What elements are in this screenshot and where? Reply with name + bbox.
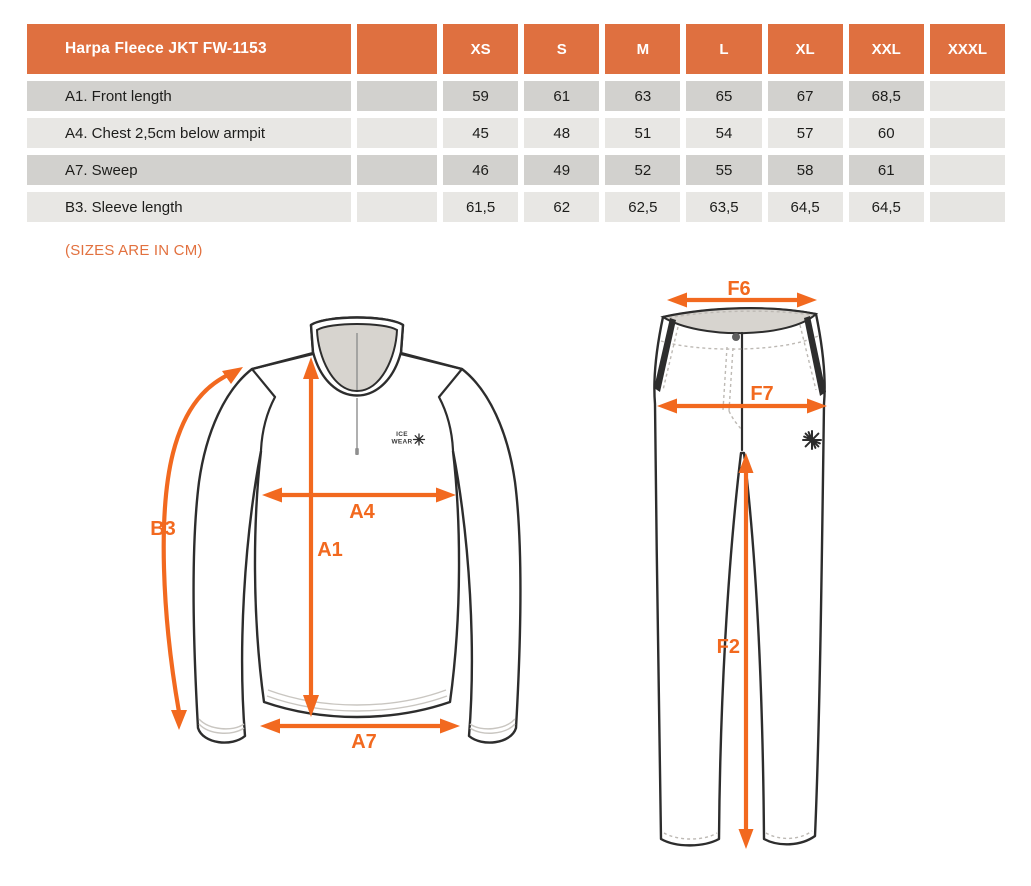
table-cell: 63 xyxy=(605,81,680,111)
column-header-xl: XL xyxy=(768,24,843,74)
brand-logo-text-line2: WEAR xyxy=(391,438,413,446)
waist-button xyxy=(732,333,740,341)
measure-arrow-a7 xyxy=(260,719,460,754)
measure-arrow-f6 xyxy=(667,278,817,308)
row-label: A4. Chest 2,5cm below armpit xyxy=(27,118,351,148)
table-cell: 57 xyxy=(768,118,843,148)
table-cell: 61,5 xyxy=(443,192,518,222)
measure-label-a1: A1 xyxy=(317,539,343,561)
table-cell: 48 xyxy=(524,118,599,148)
table-title: Harpa Fleece JKT FW-1153 xyxy=(27,24,351,74)
table-cell: 63,5 xyxy=(686,192,761,222)
measurement-diagram xyxy=(0,268,1031,886)
table-cell: 64,5 xyxy=(768,192,843,222)
sizes-in-cm-note: (SIZES ARE IN CM) xyxy=(65,242,203,259)
row-blank-cell xyxy=(357,155,437,185)
table-cell-empty xyxy=(930,118,1005,148)
pants-outline xyxy=(654,308,824,845)
measure-label-f6: F6 xyxy=(727,278,751,300)
table-cell: 60 xyxy=(849,118,924,148)
table-cell: 55 xyxy=(686,155,761,185)
table-cell: 67 xyxy=(768,81,843,111)
table-cell: 51 xyxy=(605,118,680,148)
row-label: A7. Sweep xyxy=(27,155,351,185)
table-cell: 65 xyxy=(686,81,761,111)
measure-label-f2: F2 xyxy=(716,636,740,658)
row-label: B3. Sleeve length xyxy=(27,192,351,222)
table-cell: 61 xyxy=(524,81,599,111)
table-cell: 61 xyxy=(849,155,924,185)
brand-logo-text-line1: ICE xyxy=(396,431,408,438)
measure-label-f7: F7 xyxy=(750,383,774,405)
zipper-pull xyxy=(355,448,359,455)
row-blank-cell xyxy=(357,192,437,222)
table-cell: 59 xyxy=(443,81,518,111)
column-header-xxxl: XXXL xyxy=(930,24,1005,74)
table-cell: 68,5 xyxy=(849,81,924,111)
table-cell: 46 xyxy=(443,155,518,185)
column-header-s: S xyxy=(524,24,599,74)
column-header-xs: XS xyxy=(443,24,518,74)
table-cell-empty xyxy=(930,155,1005,185)
table-cell: 45 xyxy=(443,118,518,148)
table-cell: 54 xyxy=(686,118,761,148)
table-cell: 52 xyxy=(605,155,680,185)
header-blank-cell xyxy=(357,24,437,74)
snowflake-logo-icon xyxy=(803,431,821,449)
table-cell-empty xyxy=(930,192,1005,222)
table-cell-empty xyxy=(930,81,1005,111)
row-label: A1. Front length xyxy=(27,81,351,111)
table-cell: 62,5 xyxy=(605,192,680,222)
column-header-m: M xyxy=(605,24,680,74)
table-cell: 49 xyxy=(524,155,599,185)
table-cell: 58 xyxy=(768,155,843,185)
size-table xyxy=(27,24,1005,222)
table-cell: 64,5 xyxy=(849,192,924,222)
snowflake-icon xyxy=(414,434,425,445)
measure-label-b3: B3 xyxy=(150,518,176,540)
column-header-l: L xyxy=(686,24,761,74)
pants-drawing xyxy=(654,278,827,849)
measure-label-a7: A7 xyxy=(351,731,377,753)
row-blank-cell xyxy=(357,118,437,148)
measure-label-a4: A4 xyxy=(349,501,375,523)
jacket-drawing xyxy=(150,318,520,754)
column-header-xxl: XXL xyxy=(849,24,924,74)
table-cell: 62 xyxy=(524,192,599,222)
row-blank-cell xyxy=(357,81,437,111)
